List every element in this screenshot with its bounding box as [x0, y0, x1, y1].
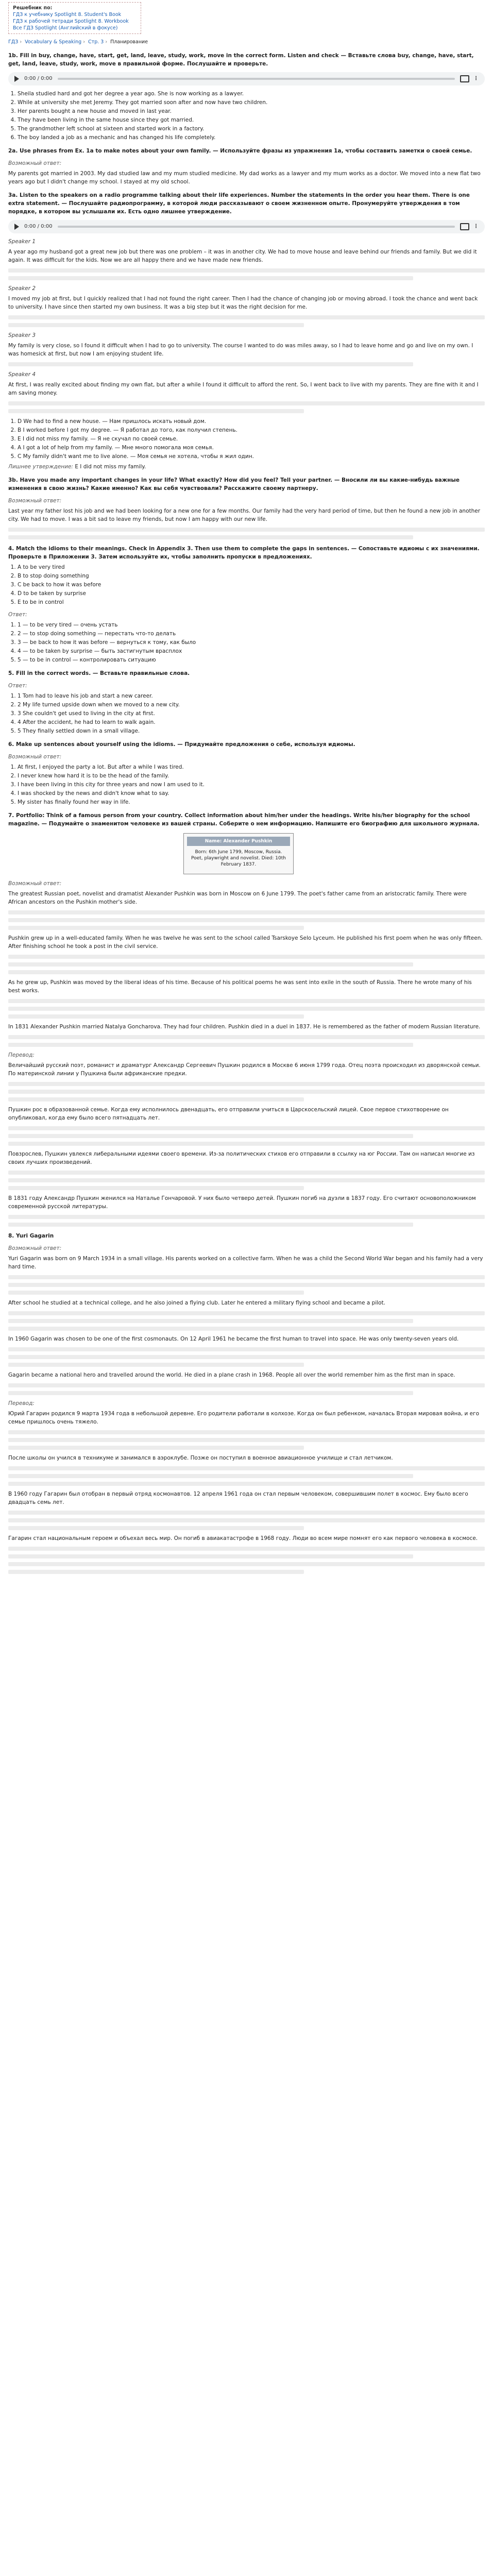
list-item: 1. 1 Tom had to leave his job and start a new career.	[18, 692, 485, 700]
paragraph: The greatest Russian poet, novelist and dramatist Alexander Pushkin was born in Moscow on 6 June 1799. The poet's father came from an aristocratic family. There were African ancestors on the Pushkin mother's side.	[8, 891, 467, 905]
translation-label: Перевод:	[8, 1052, 35, 1058]
translation-paragraph: В 1960 году Гагарин был отобран в первый отряд космонавтов. 12 апреля 1961 года он стал первым человеком, совершившим полет в космос. Ему было всего двадцать семь лет.	[8, 1491, 468, 1505]
sample-label: Возможный ответ:	[8, 160, 62, 166]
speaker-label: Speaker 4	[8, 371, 36, 378]
answer-list	[18, 692, 485, 735]
speaker-label: Speaker 3	[8, 332, 36, 338]
breadcrumb-item[interactable]: Vocabulary & Speaking	[25, 39, 82, 45]
more-icon[interactable]: ⋮	[473, 76, 479, 81]
list-item: 5. 5 They finally settled down in a small village.	[18, 727, 485, 735]
card-body: Born: 6th June 1799, Moscow, Russia. Poet, playwright and novelist. Died: 10th February 1837.	[191, 850, 286, 867]
translation-paragraph: Повзрослев, Пушкин увлекся либеральными идеями своего времени. Из-за политических стихов его отправили в ссылку на юг России. Там он написал многие из своих лучших произведений.	[8, 1151, 475, 1165]
options-list	[18, 417, 485, 461]
biography-card	[183, 833, 294, 874]
paragraph: Pushkin grew up in a well-educated family. When he was twelve he was sent to the school called Tsarskoye Selo Lyceum. He published his first poem when he was only fifteen. After finishing school he took a post in the civil service.	[8, 935, 483, 950]
sample-label: Возможный ответ:	[8, 1245, 62, 1251]
breadcrumb-item[interactable]: ГДЗ	[8, 39, 19, 45]
paragraph: After school he studied at a technical college, and he also joined a flying club. Later he entered a military flying school and became a pilot.	[8, 1300, 386, 1306]
volume-icon[interactable]	[460, 75, 469, 82]
list-item: 2. I never knew how hard it is to be the head of the family.	[18, 772, 485, 780]
audio-progress[interactable]	[58, 226, 455, 228]
list-item: 5. 5 — to be in control — контролировать ситуацию	[18, 656, 485, 664]
translation-paragraph: Пушкин рос в образованной семье. Когда ему исполнилось двенадцать, его отправили учиться в Царскосельский лицей. Свое первое стихотворение он опубликовал, когда ему было всего пятнадцать лет.	[8, 1107, 449, 1121]
list-item: 2. 2 My life turned upside down when we moved to a new city.	[18, 701, 485, 709]
list-item: 4. 4 After the accident, he had to learn to walk again.	[18, 718, 485, 726]
exercise-heading: 5. Fill in the correct words. — Вставьте правильные слова.	[8, 670, 190, 676]
list-item: 4. I was shocked by the news and didn't know what to say.	[18, 789, 485, 798]
exercise-heading: 7. Portfolio: Think of a famous person from your country. Collect information about him/her under the headings. Write his/her biography for the school magazine. — Подумайте о знаменитом человеке из вашей страны. Соберите о нем информацию. Напишите его биографию для школьного журнала.	[8, 812, 480, 827]
list-item: 4. 4 — to be taken by surprise — быть застигнутым врасплох	[18, 647, 485, 655]
speaker-text: At first, I was really excited about finding my own flat, but after a while I found it difficult to afford the rent. So, I went back to live with my parents. They are fine with it and I am saving money.	[8, 382, 479, 396]
exercise-heading: 4. Match the idioms to their meanings. Check in Appendix 3. Then use them to complete the gaps in sentences. — Сопоставьте идиомы с их значениями. Проверьте в Приложении 3. Затем используйте их, чтобы заполнить пропуски в предложениях.	[8, 546, 480, 560]
list-item: 3. 3 — be back to how it was before — вернуться к тому, как было	[18, 638, 485, 647]
speaker-text: I moved my job at first, but I quickly realized that I had not found the right career. Then I had the chance of changing job or moving abroad. I took the chance and went back to university. I have since then started my own business. It was a big step but it was the right decision for me.	[8, 296, 478, 310]
sample-label: Возможный ответ:	[8, 498, 62, 504]
sample-answer: Last year my father lost his job and we had been looking for a new one for a few months. Our family had the very hard period of time, but then he found a new job in another city. We had to move. I was a bit sad to leave my friends, but now I am happy with our new life.	[8, 508, 481, 522]
exercise-heading: 3a. Listen to the speakers on a radio programme talking about their life experiences. Number the statements in the order you hear them. There is one extra statement. — Послушайте радиопрограмму, в которой люди рассказывают о своем жизненном опыте. Пронумеруйте утверждения в том порядке, в котором вы услышали их. Есть одно лишнее утверждение.	[8, 192, 470, 215]
audio-player[interactable]	[8, 220, 485, 233]
list-item: 3. I have been living in this city for three years and now I am used to it.	[18, 781, 485, 789]
list-item: 2. 2 — to stop doing something — перестать что-то делать	[18, 630, 485, 638]
extra-value: E I did not miss my family.	[75, 464, 146, 470]
play-icon[interactable]	[14, 224, 19, 230]
list-item: 5. The grandmother left school at sixteen and started work in a factory.	[18, 125, 485, 133]
translation-label: Перевод:	[8, 1400, 35, 1406]
more-icon[interactable]: ⋮	[473, 224, 479, 229]
exercise-heading: 3b. Have you made any important changes in your life? What exactly? How did you feel? Tell your partner. — Вносили ли вы какие-нибудь важные изменения в свою жизнь? Какие именно? Как вы себя чувствовали? Расскажите своему партнеру.	[8, 477, 460, 492]
list-item: 4. They have been living in the same house since they got married.	[18, 116, 485, 124]
list-item: 4. D to be taken by surprise	[18, 589, 485, 598]
answer-label: Ответ:	[8, 683, 27, 689]
paragraph: As he grew up, Pushkin was moved by the liberal ideas of his time. Because of his political poems he was sent into exile in the south of Russia. There he wrote many of his best works.	[8, 979, 472, 994]
list-item: 1. D We had to find a new house. — Нам пришлось искать новый дом.	[18, 417, 485, 426]
translation-paragraph: Гагарин стал национальным героем и объехал весь мир. Он погиб в авиакатастрофе в 1968 году. Люди во всем мире помнят его как первого человека в космосе.	[8, 1535, 478, 1541]
sample-answer: My parents got married in 2003. My dad studied law and my mum studied medicine. My dad works as a lawyer and my mum works as a doctor. We moved into a new flat two years ago but I didn't change my school. I stayed at my old school.	[8, 171, 481, 185]
paragraph: Gagarin became a national hero and travelled around the world. He died in a plane crash in 1968. People all over the world remember him as the first man in space.	[8, 1372, 455, 1378]
link-all-spotlight[interactable]: Все ГДЗ Spotlight (Английский в фокусе)	[13, 25, 118, 31]
speaker-label: Speaker 1	[8, 239, 36, 245]
list-item: 1. 1 — to be very tired — очень устать	[18, 621, 485, 629]
speaker-text: A year ago my husband got a great new job but there was one problem – it was in another city. We had to move house and leave behind our friends and family. But we did it again. It was difficult for the kids. Now we are all happy there and we have made new friends.	[8, 249, 477, 263]
speaker-label: Speaker 2	[8, 285, 36, 292]
exercise-heading: 2a. Use phrases from Ex. 1a to make notes about your own family. — Используйте фразы из упражнения 1а, чтобы составить заметки о своей семье.	[8, 148, 472, 154]
answer-list	[18, 763, 485, 806]
audio-progress[interactable]	[58, 78, 455, 80]
answer-label: Ответ:	[8, 612, 27, 618]
paragraph: In 1831 Alexander Pushkin married Natalya Goncharova. They had four children. Pushkin died in a duel in 1837. He is remembered as the father of modern Russian literature.	[8, 1024, 481, 1030]
solutions-title: Решебник по:	[13, 5, 53, 11]
paragraph: Yuri Gagarin was born on 9 March 1934 in a small village. His parents worked on a collective farm. When he was a child the Second World War began and his family had a very hard time.	[8, 1256, 483, 1270]
solutions-box	[8, 2, 141, 34]
sample-label: Возможный ответ:	[8, 754, 62, 760]
list-item: 3. 3 She couldn't get used to living in the city at first.	[18, 709, 485, 718]
list-item: 1. Sheila studied hard and got her degree a year ago. She is now working as a lawyer.	[18, 90, 485, 98]
volume-icon[interactable]	[460, 223, 469, 230]
link-workbook[interactable]: ГДЗ к рабочей тетради Spotlight 8. Workbook	[13, 19, 129, 24]
breadcrumb-item[interactable]: Стр. 3	[88, 39, 104, 45]
list-item: 5. My sister has finally found her way in life.	[18, 798, 485, 806]
link-students-book[interactable]: ГДЗ к учебнику Spotlight 8. Student's Book	[13, 12, 122, 18]
play-icon[interactable]	[14, 76, 19, 82]
list-item: 5. E to be in control	[18, 598, 485, 606]
list-item: 3. C be back to how it was before	[18, 581, 485, 589]
card-head: Name: Alexander Pushkin	[187, 837, 290, 846]
exercise-heading: 8. Yuri Gagarin	[8, 1233, 54, 1239]
list-item: 2. While at university she met Jeremy. They got married soon after and now have two children.	[18, 98, 485, 107]
speaker-text: My family is very close, so I found it difficult when I had to go to university. The course I wanted to do was miles away, so I had to leave home and go and live on my own. I was homesick at first, but now I am enjoying student life.	[8, 343, 473, 357]
sample-label: Возможный ответ:	[8, 880, 62, 887]
list-item: 2. B I worked before I got my degree. — Я работал до того, как получил степень.	[18, 426, 485, 434]
translation-paragraph: После школы он учился в техникуме и занимался в аэроклубе. Позже он поступил в военное авиационное училище и стал летчиком.	[8, 1455, 393, 1461]
audio-player[interactable]	[8, 72, 485, 86]
audio-time: 0:00 / 0:00	[24, 224, 53, 229]
list-item: 1. A to be very tired	[18, 563, 485, 571]
paragraph: In 1960 Gagarin was chosen to be one of the first cosmonauts. On 12 April 1961 he became the first human to travel into space. He was only twenty-seven years old.	[8, 1336, 459, 1342]
translation-paragraph: В 1831 году Александр Пушкин женился на Наталье Гончаровой. У них было четверо детей. Пушкин погиб на дуэли в 1837 году. Его считают основоположником современной русской литературы.	[8, 1195, 476, 1210]
list-item: 5. C My family didn't want me to live alone. — Моя семья не хотела, чтобы я жил один.	[18, 452, 485, 461]
list-item: 2. B to stop doing something	[18, 572, 485, 580]
list-item: 6. The boy landed a job as a mechanic and has changed his life completely.	[18, 133, 485, 142]
exercise-heading: 6. Make up sentences about yourself using the idioms. — Придумайте предложения о себе, используя идиомы.	[8, 741, 355, 748]
idiom-list	[18, 563, 485, 606]
extra-label: Лишнее утверждение:	[8, 464, 73, 470]
list-item: 3. Her parents bought a new house and moved in last year.	[18, 107, 485, 115]
answer-list	[18, 90, 485, 142]
answer-list	[18, 621, 485, 664]
audio-time: 0:00 / 0:00	[24, 76, 53, 81]
breadcrumb-current: Планирование	[110, 39, 148, 45]
translation-paragraph: Величайший русский поэт, романист и драматург Александр Сергеевич Пушкин родился в Москве 6 июня 1799 года. Отец поэта происходил из дворянской семьи. По материнской линии у Пушкина были африканские предки.	[8, 1062, 481, 1077]
breadcrumb: ГДЗ › Vocabulary & Speaking › Стр. 3 › Планирование	[8, 39, 148, 45]
translation-paragraph: Юрий Гагарин родился 9 марта 1934 года в небольшой деревне. Его родители работали в колхозе. Когда он был ребенком, началась Вторая мировая война, и его семье пришлось очень тяжело.	[8, 1411, 480, 1425]
list-item: 4. A I got a lot of help from my family. — Мне много помогала моя семья.	[18, 444, 485, 452]
exercise-heading: 1b. Fill in buy, change, have, start, get, land, leave, study, work, move in the correct form. Listen and check — Вставьте слова buy, change, have, start, get, land, leave, study, work, move в правильной форме. Послушайте и проверьте.	[8, 53, 474, 67]
list-item: 1. At first, I enjoyed the party a lot. But after a while I was tired.	[18, 763, 485, 771]
list-item: 3. E I did not miss my family. — Я не скучал по своей семье.	[18, 435, 485, 443]
